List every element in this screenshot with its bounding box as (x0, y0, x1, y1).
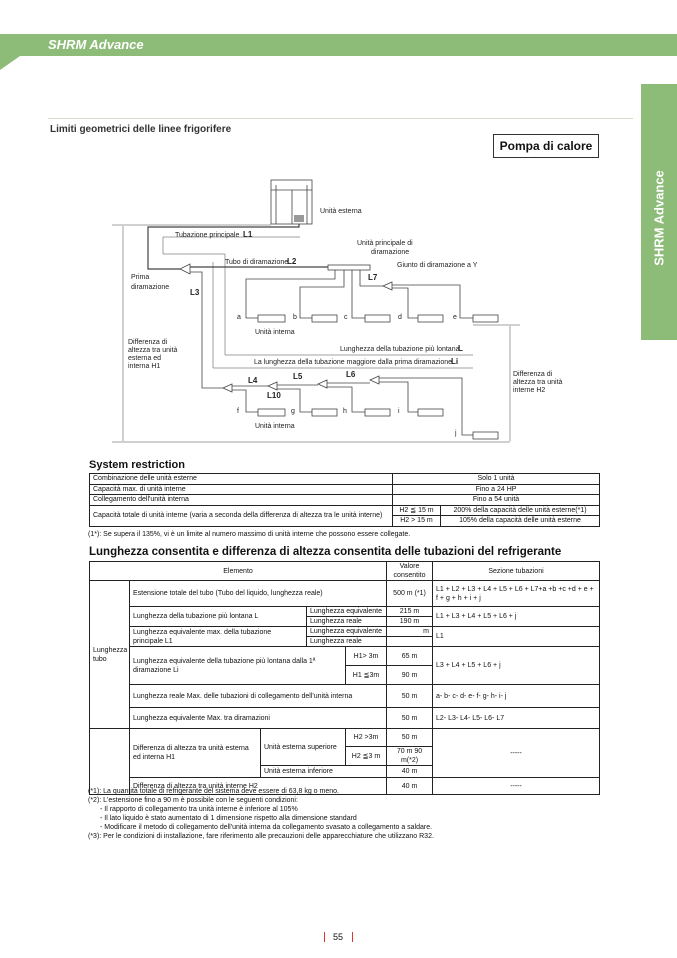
row-label: Differenza di altezza tra unità esterna ed interna H1 (130, 729, 261, 778)
h2-label-2: altezza tra unità (513, 379, 563, 386)
table-row (90, 474, 600, 485)
sub-label: Unità esterna inferiore (261, 766, 387, 778)
branch-pipe-label: Tubo di diramazione (225, 259, 289, 266)
row-value: 105% della capacità delle unità esterne (441, 516, 600, 527)
piping-title: Lunghezza consentita e differenza di altezza consentita delle tubazioni del refrigerante (89, 546, 562, 558)
l6-label: L6 (346, 370, 356, 379)
row-value: 215 m (387, 607, 433, 617)
piping-table (89, 561, 600, 795)
row-label: Differenza di altezza tra unità interne H2 (130, 778, 387, 795)
condition: H2 ≦3 m (346, 747, 387, 766)
unit-h: h (343, 408, 347, 415)
footnote: - Il lato liquido è stato aumentato di 1 dimensione rispetto alla dimensione standard (100, 815, 357, 822)
row-section: ----- (433, 729, 600, 778)
row-label: Lunghezza equivalente della tubazione più lontana dalla 1ª diramazione Li (130, 647, 346, 685)
header-title: SHRM Advance (48, 37, 144, 52)
row-value: 500 m (*1) (387, 581, 433, 607)
header-value: Valore consentito (387, 562, 433, 581)
indoor-unit-label: Unità interna (255, 329, 295, 336)
unit-c: c (344, 314, 348, 321)
l7-label: L7 (368, 273, 378, 282)
farthest-label: Lunghezza della tubazione più lontana (340, 346, 460, 353)
row-label: Estensione totale del tubo (Tubo del liquido, lunghezza reale) (130, 581, 387, 607)
sub-label: Lunghezza reale (307, 637, 387, 647)
l10-label: L10 (267, 391, 281, 400)
table-row (90, 505, 600, 516)
main-pipe-id: L1 (243, 230, 253, 239)
unit-j: j (455, 430, 457, 437)
side-tab-title: SHRM Advance (651, 170, 667, 266)
main-branch-unit-label: Unità principale di (357, 240, 413, 247)
row-label: Capacità max. di unità interne (90, 484, 393, 495)
footnote: (*3): Per le condizioni di installazione, fare riferimento alle precauzioni delle apparecchiature che utilizzano R32. (88, 833, 434, 840)
header-element: Elemento (90, 562, 387, 581)
h1-label-2: altezza tra unità (128, 347, 178, 354)
row-value: 50 m (387, 685, 433, 708)
table-row (90, 484, 600, 495)
condition: H1> 3m (346, 647, 387, 666)
h2-label: Differenza di (513, 371, 553, 378)
unit-e: e (453, 314, 457, 321)
row-label: Lunghezza equivalente Max. tra diramazioni (130, 708, 387, 729)
footnote: - Modificare il metodo di collegamento dell'unità interna da collegamento svasato a collegamento a saldare. (100, 824, 433, 831)
footnote: - Il rapporto di collegamento tra unità interne è inferiore al 105% (100, 806, 298, 813)
page-bar-right (352, 932, 353, 942)
unit-b: b (293, 314, 297, 321)
table-row (90, 495, 600, 506)
page-bar-left (324, 932, 325, 942)
row-value: 40 m (387, 766, 433, 778)
condition: H2 ≦ 15 m (393, 505, 441, 516)
section-title: Limiti geometrici delle linee frigorifere (50, 124, 232, 135)
row-value: Solo 1 unità (393, 474, 600, 485)
unit-f: f (237, 408, 239, 415)
unit-d: d (398, 314, 402, 321)
unit-a: a (237, 314, 241, 321)
row-label: Combinazione delle unità esterne (90, 474, 393, 485)
footnote: (*1): La quantità totale di refrigerante del sistema deve essere di 63,8 kg o meno. (88, 788, 339, 795)
li-label: La lunghezza della tubazione maggiore dalla prima diramazione (254, 359, 453, 366)
row-section: L2- L3- L4- L5- L6- L7 (433, 708, 600, 729)
li-id: Li (451, 357, 459, 366)
row-value: 40 m (387, 778, 433, 795)
row-value: 50 m (387, 729, 433, 747)
l5-label: L5 (293, 372, 303, 381)
row-value: Fino a 24 HP (393, 484, 600, 495)
unit-i: i (398, 408, 400, 415)
main-pipe-label: Tubazione principale (175, 232, 240, 239)
branch-pipe-id: L2 (287, 257, 297, 266)
sub-label: Lunghezza equivalente (307, 607, 387, 617)
header-section: Sezione tubazioni (433, 562, 600, 581)
row-value: 190 m (387, 617, 433, 627)
y-joint-label: Giunto di diramazione a Y (397, 262, 478, 269)
row-section: L3 + L4 + L5 + L6 + j (433, 647, 600, 685)
sub-label: Lunghezza reale (307, 617, 387, 627)
sub-label: Lunghezza equivalente (307, 627, 387, 637)
sub-label: Unità esterna superiore (261, 729, 346, 766)
row-section: L1 + L2 + L3 + L4 + L5 + L6 + L7+a +b +c +d + e + f + g + h + i + j (433, 581, 600, 607)
row-value: 200% della capacità delle unità esterne(*1) (441, 505, 600, 516)
row-section: ----- (433, 778, 600, 795)
h1-label-3: esterna ed (128, 355, 162, 362)
row-section: L1 + L3 + L4 + L5 + L6 + j (433, 607, 600, 627)
footnote: (*2): L'estensione fino a 90 m è possibile con le seguenti condizioni: (88, 797, 298, 804)
row-value: m (387, 627, 433, 637)
page-number: 55 (333, 932, 344, 942)
system-restriction-note: (1*): Se supera il 135%, vi è un limite al numero massimo di unità interne che possono essere collegate. (88, 531, 411, 538)
system-restriction-table (89, 473, 600, 527)
condition: H2 >3m (346, 729, 387, 747)
row-value: 90 m (387, 666, 433, 685)
row-value: 65 m (387, 647, 433, 666)
h1-label-4: interna H1 (128, 363, 161, 370)
row-section: a- b- c- d- e- f- g- h- i- j (433, 685, 600, 708)
unit-g: g (291, 408, 295, 415)
system-restriction-title: System restriction (89, 459, 185, 471)
row-value: 50 m (387, 708, 433, 729)
row-value: Fino a 54 unità (393, 495, 600, 506)
row-label: Lunghezza equivalente max. della tubazione principale L1 (130, 627, 307, 647)
row-label: Capacità totale di unità interne (varia a seconda della differenza di altezza tra le unità interne) (90, 505, 393, 526)
h2-label-3: interne H2 (513, 387, 546, 394)
first-branch-label-2: diramazione (131, 284, 170, 291)
row-label: Lunghezza reale Max. delle tubazioni di collegamento dell'unità interna (130, 685, 387, 708)
condition: H2 > 15 m (393, 516, 441, 527)
h1-label: Differenza di (128, 339, 168, 346)
l3-label: L3 (190, 288, 200, 297)
first-branch-label: Prima (131, 274, 150, 281)
outdoor-unit-label: Unità esterna (320, 208, 362, 215)
farthest-id: L (458, 344, 463, 353)
row-label: Lunghezza della tubazione più lontana L (130, 607, 307, 627)
group-label: Lunghezza tubo (90, 581, 130, 729)
main-branch-unit-label-2: diramazione (371, 249, 410, 256)
row-label: Collegamento dell'unità interna (90, 495, 393, 506)
condition: H1 ≦3m (346, 666, 387, 685)
row-value: 70 m 90 m(*2) (387, 747, 433, 766)
indoor-unit-label-2: Unità interna (255, 423, 295, 430)
mode-label: Pompa di calore (493, 134, 599, 158)
outdoor-unit-icon (271, 180, 312, 224)
l4-label: L4 (248, 376, 258, 385)
row-section: L1 (433, 627, 600, 647)
